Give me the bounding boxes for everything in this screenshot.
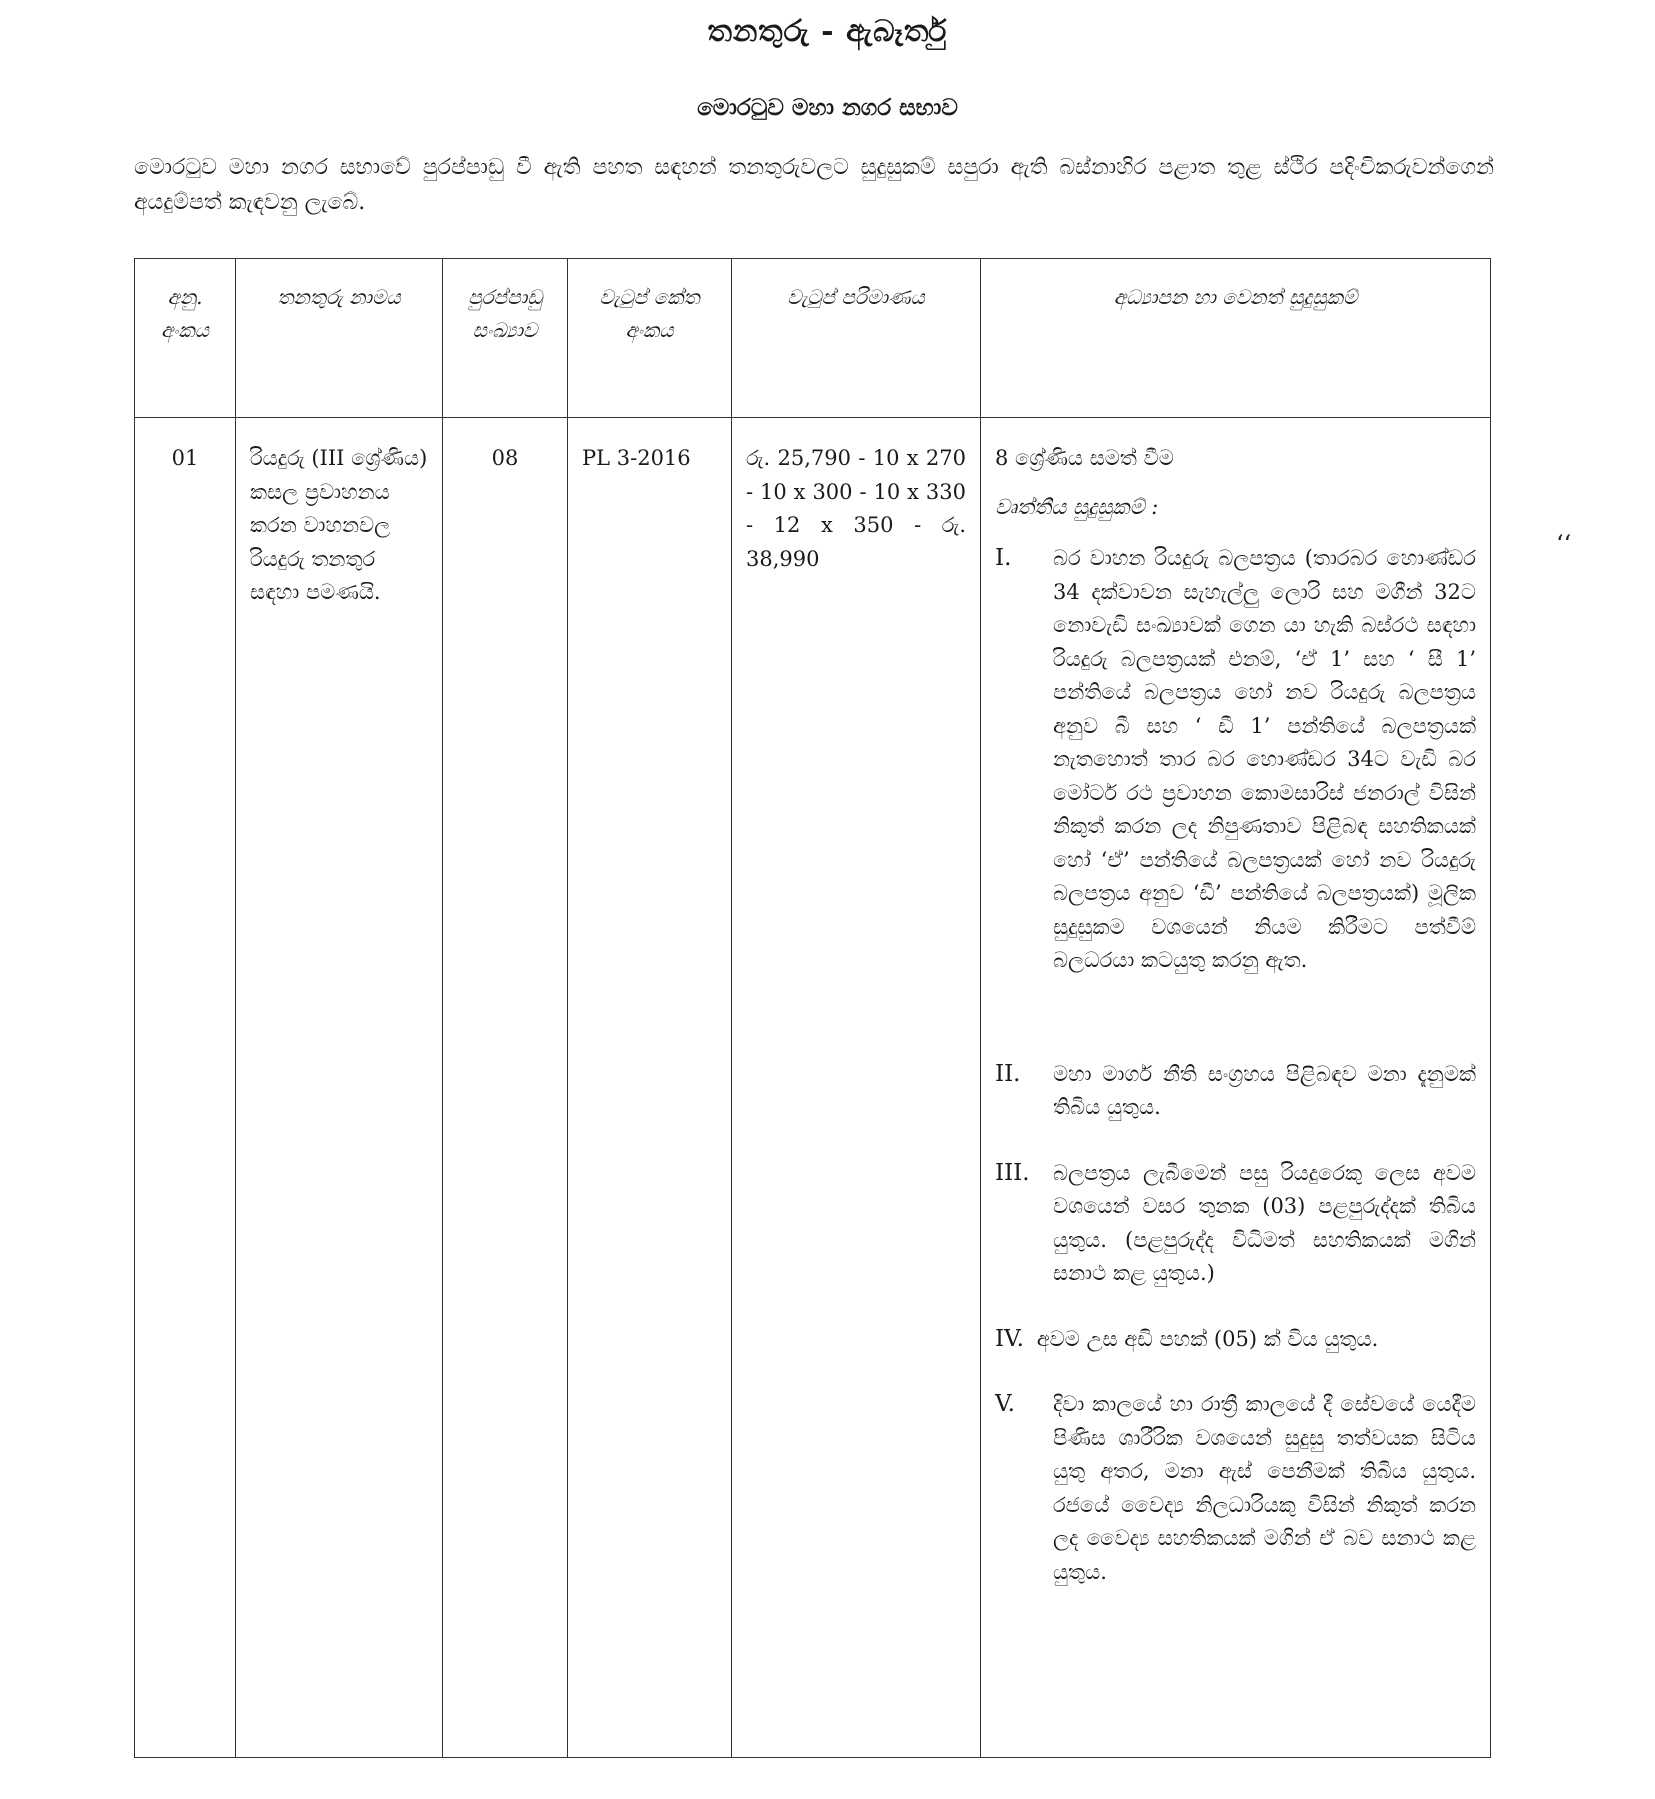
header-serial: අනු. අංකය (135, 259, 236, 418)
item-text: අවම උස අඩි පහක් (05) ක් විය යුතුය. (1036, 1326, 1379, 1351)
cell-serial: 01 (135, 418, 236, 1758)
item-numeral: III. (995, 1159, 1030, 1186)
item-numeral: IV. (995, 1325, 1024, 1352)
organization-name: මොරටුව මහා නගර සභාව (697, 94, 958, 121)
item-text: බර වාහන රියදුරු බලපත්‍රය (තාරබර හොණ්ඩර 34 දක්වාවන සැහැල්ලු ලොරි සහ මගීන් 32ට නොවැඩි සංඛ්‍යාවක් ගෙන යා හැකි බස්රථ සඳහා රියදුරු බලපත්‍රයක් එනම්, ‘ඒ 1’ සහ ‘ සී 1’ පන්තියේ බලපත්‍රය හෝ නව රියදුරු බලපත්‍රය අනුව බී සහ ‘ ඩී 1’ පන්තියේ බලපත්‍රයක් නැතහොත් තාර බර හොණ්ඩර 34ට වැඩි බර මෝටර් රථ ප්‍රවාහන කොමසාරිස් ජනරාල් විසින් නිකුත් කරන ලද නිපුණතාව පිළිබඳ සහතිකයක් හෝ ‘ඒ’ පන්තියේ බලපත්‍රයක් හෝ නව රියදුරු බලපත්‍රය අනුව ‘ඩී’ පන්තියේ බලපත්‍රයක්) මූලික සුදුසුකම වශයෙන් නියම කිරීමට පත්වීම් බලධරයා කටයුතු කරනු ඇත. (1053, 546, 1476, 972)
list-item (995, 1058, 1476, 1125)
cell-qualifications (981, 418, 1491, 1758)
vacancy-table (134, 258, 1491, 1758)
education-requirement: 8 ශ්‍රේණිය සමත් වීම (995, 446, 1174, 470)
professional-heading: වෘත්තීය සුදුසුකම් : (995, 494, 1159, 519)
header-vacancies: පුරප්පාඩු සංඛ්‍යාව (443, 259, 568, 418)
item-text: බලපත්‍රය ලැබීමෙන් පසු රියදුරෙකු ලෙස අවම වශයෙන් වසර තුනක (03) පළපුරුද්දක් තිබිය යුතුය. (පළපුරුද්ද විධිමත් සහතිකයක් මගින් සනාථ කළ යුතුය.) (1053, 1160, 1476, 1285)
header-designation: තනතුරු නාමය (236, 259, 443, 418)
table-header-row (135, 259, 1491, 418)
header-salary-scale: වැටුප් පරිමාණය (732, 259, 981, 418)
cell-vacancies: 08 (443, 418, 568, 1758)
list-item (995, 1388, 1476, 1589)
quote-mark: ‘‘ (1556, 530, 1572, 558)
header-salary-code: වැටුප් කේත අංකය (568, 259, 732, 418)
list-item (995, 542, 1476, 978)
cell-salary-scale: රු. 25,790 - 10 x 270 - 10 x 300 - 10 x 330 - 12 x 350 - රු. 38,990 (732, 418, 981, 1758)
intro-paragraph: මොරටුව මහා නගර සභාවේ පුරප්පාඩු වී ඇති පහත සඳහන් තනතුරුවලට සුදුසුකම් සපුරා ඇති බස්නාහිර පළාත තුළ ස්ථිර පදිංචිකරුවන්ගෙන් අයදුම්පත් කැඳවනු ලැබේ. (134, 155, 1494, 215)
item-text: මහා මාර්ග නීති සංග්‍රහය පිළිබඳව මනා දැනුමක් තිබිය යුතුය. (1053, 1061, 1476, 1119)
item-numeral: V. (995, 1391, 1015, 1417)
list-item (995, 1157, 1476, 1291)
qualification-list (995, 542, 1476, 1589)
item-text: දිවා කාලයේ හා රාත්‍රී කාලයේ දී සේවයේ යෙදීම පිණිස ශාරීරික වශයෙන් සුදුසු තත්වයක සිටිය යුතු අතර, මනා ඇස් පෙනීමක් තිබිය යුතුය. රජයේ වෛද්‍ය නිලධාරියකු විසින් නිකුත් කරන ලද වෛද්‍ය සහතිකයක් මගින් ඒ බව සනාථ කළ යුතුය. (1053, 1392, 1476, 1584)
cell-designation: රියදුරු (III ශ්‍රේණිය) කසල ප්‍රවාහනය කරන වාහනවල රියදුරු තනතුර සඳහා පමණයි. (236, 418, 443, 1758)
item-numeral: II. (995, 1060, 1021, 1087)
list-item (995, 1323, 1476, 1357)
item-numeral: I. (995, 545, 1012, 571)
table-row (135, 418, 1491, 1758)
cell-salary-code: PL 3-2016 (568, 418, 732, 1758)
page-title: තනතුරු - ඇබෑර්තු (707, 14, 948, 49)
header-qualifications: අධ්‍යාපන හා වෙනත් සුදුසුකම් (981, 259, 1491, 418)
